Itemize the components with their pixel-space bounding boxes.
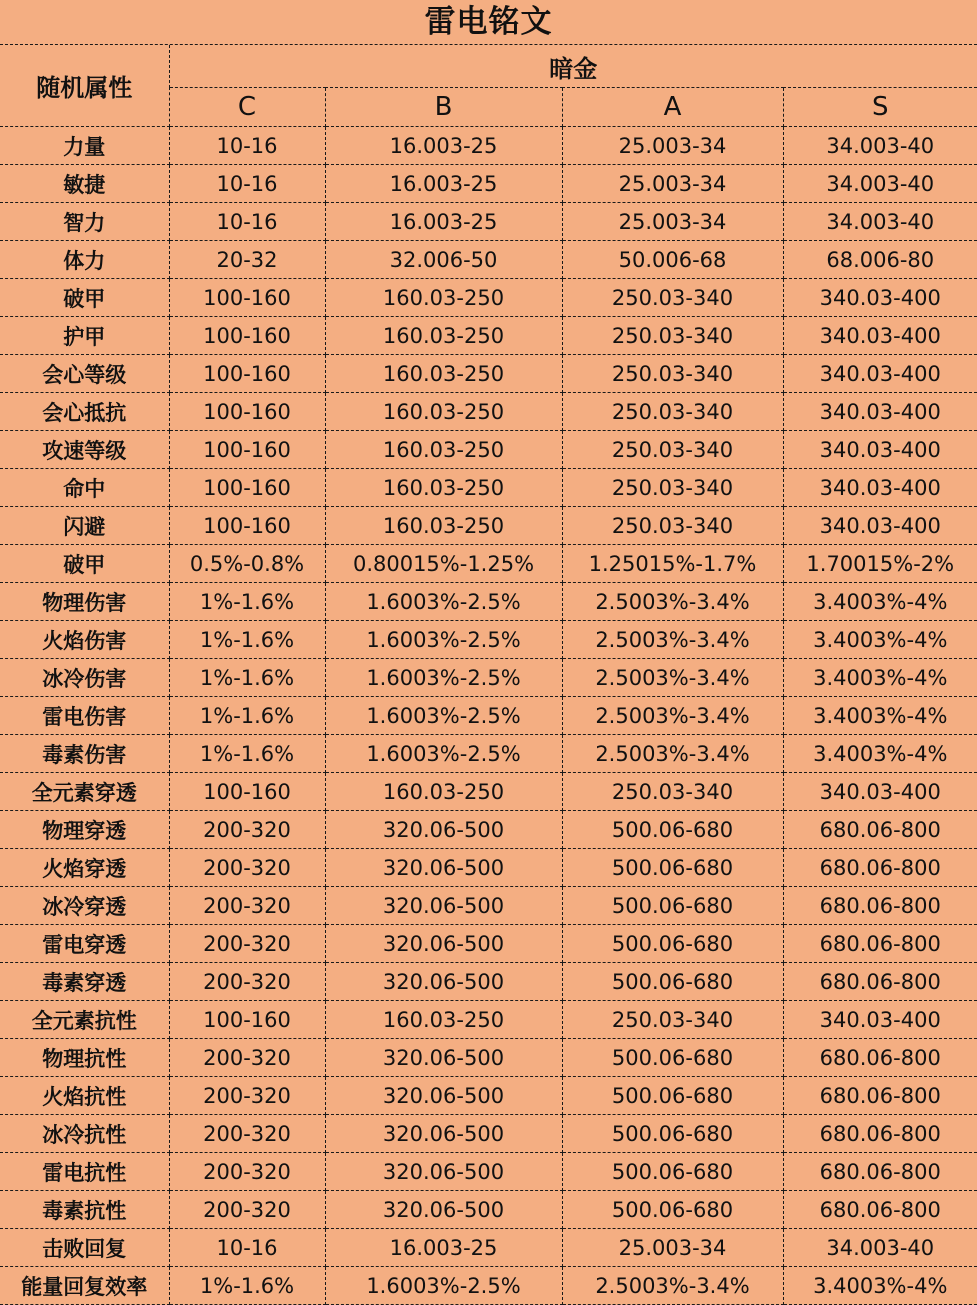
value-cell-grade-s: 680.06-800 — [783, 1039, 977, 1077]
attribute-name-cell: 能量回复效率 — [0, 1267, 169, 1305]
value-cell-grade-c: 100-160 — [169, 431, 325, 469]
attribute-name-cell: 闪避 — [0, 507, 169, 545]
table-row — [0, 165, 977, 203]
table-row — [0, 127, 977, 165]
value-cell-grade-c: 1%-1.6% — [169, 659, 325, 697]
value-cell-grade-c: 100-160 — [169, 1001, 325, 1039]
attribute-name-cell: 会心等级 — [0, 355, 169, 393]
value-cell-grade-b: 0.80015%-1.25% — [325, 545, 562, 583]
value-cell-grade-a: 250.03-340 — [562, 1001, 783, 1039]
attribute-name-cell: 毒素伤害 — [0, 735, 169, 773]
table-row — [0, 1001, 977, 1039]
value-cell-grade-c: 200-320 — [169, 1191, 325, 1229]
value-cell-grade-c: 200-320 — [169, 1115, 325, 1153]
value-cell-grade-a: 500.06-680 — [562, 963, 783, 1001]
table-row — [0, 925, 977, 963]
value-cell-grade-b: 160.03-250 — [325, 773, 562, 811]
value-cell-grade-c: 10-16 — [169, 127, 325, 165]
attribute-name-cell: 全元素穿透 — [0, 773, 169, 811]
value-cell-grade-a: 500.06-680 — [562, 849, 783, 887]
value-cell-grade-s: 680.06-800 — [783, 849, 977, 887]
value-cell-grade-a: 250.03-340 — [562, 773, 783, 811]
value-cell-grade-c: 100-160 — [169, 317, 325, 355]
value-cell-grade-a: 25.003-34 — [562, 1229, 783, 1267]
header-grade-b: B — [325, 88, 562, 127]
value-cell-grade-b: 320.06-500 — [325, 811, 562, 849]
value-cell-grade-c: 1%-1.6% — [169, 1267, 325, 1305]
value-cell-grade-s: 680.06-800 — [783, 1191, 977, 1229]
value-cell-grade-c: 200-320 — [169, 811, 325, 849]
value-cell-grade-b: 1.6003%-2.5% — [325, 1267, 562, 1305]
value-cell-grade-s: 3.4003%-4% — [783, 697, 977, 735]
value-cell-grade-a: 250.03-340 — [562, 507, 783, 545]
attribute-name-cell: 会心抵抗 — [0, 393, 169, 431]
attribute-name-cell: 全元素抗性 — [0, 1001, 169, 1039]
attribute-name-cell: 雷电抗性 — [0, 1153, 169, 1191]
attribute-name-cell: 毒素抗性 — [0, 1191, 169, 1229]
value-cell-grade-s: 34.003-40 — [783, 203, 977, 241]
value-cell-grade-a: 25.003-34 — [562, 127, 783, 165]
value-cell-grade-c: 1%-1.6% — [169, 697, 325, 735]
table-row — [0, 241, 977, 279]
value-cell-grade-a: 2.5003%-3.4% — [562, 621, 783, 659]
value-cell-grade-a: 2.5003%-3.4% — [562, 697, 783, 735]
value-cell-grade-c: 100-160 — [169, 393, 325, 431]
value-cell-grade-s: 340.03-400 — [783, 1001, 977, 1039]
table-row — [0, 849, 977, 887]
value-cell-grade-a: 1.25015%-1.7% — [562, 545, 783, 583]
value-cell-grade-a: 250.03-340 — [562, 393, 783, 431]
table-row — [0, 431, 977, 469]
value-cell-grade-c: 200-320 — [169, 963, 325, 1001]
value-cell-grade-s: 680.06-800 — [783, 887, 977, 925]
attribute-name-cell: 力量 — [0, 127, 169, 165]
attribute-name-cell: 雷电伤害 — [0, 697, 169, 735]
value-cell-grade-b: 1.6003%-2.5% — [325, 621, 562, 659]
attribute-name-cell: 敏捷 — [0, 165, 169, 203]
value-cell-grade-a: 500.06-680 — [562, 1153, 783, 1191]
value-cell-grade-s: 3.4003%-4% — [783, 1267, 977, 1305]
value-cell-grade-s: 340.03-400 — [783, 507, 977, 545]
value-cell-grade-c: 100-160 — [169, 507, 325, 545]
attribute-name-cell: 雷电穿透 — [0, 925, 169, 963]
value-cell-grade-c: 200-320 — [169, 887, 325, 925]
value-cell-grade-a: 500.06-680 — [562, 1077, 783, 1115]
table-row — [0, 393, 977, 431]
value-cell-grade-c: 1%-1.6% — [169, 735, 325, 773]
value-cell-grade-b: 16.003-25 — [325, 1229, 562, 1267]
value-cell-grade-c: 10-16 — [169, 1229, 325, 1267]
attribute-name-cell: 护甲 — [0, 317, 169, 355]
value-cell-grade-c: 100-160 — [169, 355, 325, 393]
value-cell-grade-a: 500.06-680 — [562, 887, 783, 925]
value-cell-grade-c: 10-16 — [169, 165, 325, 203]
table-row — [0, 697, 977, 735]
value-cell-grade-a: 2.5003%-3.4% — [562, 659, 783, 697]
value-cell-grade-c: 100-160 — [169, 469, 325, 507]
table-row — [0, 317, 977, 355]
value-cell-grade-s: 34.003-40 — [783, 165, 977, 203]
attribute-name-cell: 毒素穿透 — [0, 963, 169, 1001]
value-cell-grade-b: 160.03-250 — [325, 279, 562, 317]
table-body — [0, 127, 977, 1305]
value-cell-grade-s: 340.03-400 — [783, 773, 977, 811]
value-cell-grade-a: 250.03-340 — [562, 431, 783, 469]
value-cell-grade-a: 2.5003%-3.4% — [562, 1267, 783, 1305]
value-cell-grade-a: 500.06-680 — [562, 1115, 783, 1153]
table-row — [0, 1267, 977, 1305]
value-cell-grade-b: 320.06-500 — [325, 1039, 562, 1077]
value-cell-grade-s: 3.4003%-4% — [783, 735, 977, 773]
value-cell-grade-s: 340.03-400 — [783, 431, 977, 469]
attribute-name-cell: 破甲 — [0, 545, 169, 583]
value-cell-grade-s: 680.06-800 — [783, 1115, 977, 1153]
value-cell-grade-c: 200-320 — [169, 1077, 325, 1115]
value-cell-grade-s: 340.03-400 — [783, 469, 977, 507]
value-cell-grade-c: 100-160 — [169, 773, 325, 811]
value-cell-grade-b: 16.003-25 — [325, 165, 562, 203]
value-cell-grade-c: 0.5%-0.8% — [169, 545, 325, 583]
attribute-name-cell: 命中 — [0, 469, 169, 507]
value-cell-grade-c: 200-320 — [169, 1153, 325, 1191]
value-cell-grade-s: 340.03-400 — [783, 355, 977, 393]
value-cell-grade-s: 34.003-40 — [783, 127, 977, 165]
table-row — [0, 735, 977, 773]
value-cell-grade-b: 1.6003%-2.5% — [325, 583, 562, 621]
value-cell-grade-b: 1.6003%-2.5% — [325, 659, 562, 697]
value-cell-grade-b: 160.03-250 — [325, 1001, 562, 1039]
value-cell-grade-c: 1%-1.6% — [169, 621, 325, 659]
attribute-name-cell: 物理抗性 — [0, 1039, 169, 1077]
attribute-name-cell: 破甲 — [0, 279, 169, 317]
value-cell-grade-b: 16.003-25 — [325, 203, 562, 241]
value-cell-grade-s: 3.4003%-4% — [783, 659, 977, 697]
table-row — [0, 583, 977, 621]
value-cell-grade-b: 160.03-250 — [325, 317, 562, 355]
header-grade-s: S — [783, 88, 977, 127]
value-cell-grade-c: 1%-1.6% — [169, 583, 325, 621]
value-cell-grade-b: 160.03-250 — [325, 469, 562, 507]
table-row — [0, 507, 977, 545]
table-row — [0, 1115, 977, 1153]
attribute-name-cell: 冰冷抗性 — [0, 1115, 169, 1153]
table-row — [0, 1039, 977, 1077]
value-cell-grade-b: 32.006-50 — [325, 241, 562, 279]
table-row — [0, 1153, 977, 1191]
value-cell-grade-b: 160.03-250 — [325, 393, 562, 431]
value-cell-grade-a: 2.5003%-3.4% — [562, 583, 783, 621]
value-cell-grade-a: 25.003-34 — [562, 203, 783, 241]
table-row — [0, 621, 977, 659]
value-cell-grade-s: 340.03-400 — [783, 317, 977, 355]
value-cell-grade-a: 250.03-340 — [562, 317, 783, 355]
value-cell-grade-c: 20-32 — [169, 241, 325, 279]
value-cell-grade-a: 500.06-680 — [562, 811, 783, 849]
value-cell-grade-b: 1.6003%-2.5% — [325, 735, 562, 773]
attribute-name-cell: 击败回复 — [0, 1229, 169, 1267]
table-row — [0, 887, 977, 925]
table-row — [0, 279, 977, 317]
header-grade-a: A — [562, 88, 783, 127]
value-cell-grade-c: 200-320 — [169, 849, 325, 887]
value-cell-grade-b: 16.003-25 — [325, 127, 562, 165]
value-cell-grade-a: 50.006-68 — [562, 241, 783, 279]
value-cell-grade-b: 160.03-250 — [325, 431, 562, 469]
header-attribute: 随机属性 — [0, 45, 169, 127]
attribute-name-cell: 物理穿透 — [0, 811, 169, 849]
attribute-name-cell: 智力 — [0, 203, 169, 241]
value-cell-grade-a: 250.03-340 — [562, 469, 783, 507]
value-cell-grade-c: 10-16 — [169, 203, 325, 241]
value-cell-grade-a: 500.06-680 — [562, 1039, 783, 1077]
value-cell-grade-b: 320.06-500 — [325, 1115, 562, 1153]
value-cell-grade-b: 320.06-500 — [325, 849, 562, 887]
table-row — [0, 1229, 977, 1267]
value-cell-grade-a: 250.03-340 — [562, 355, 783, 393]
table-row — [0, 659, 977, 697]
value-cell-grade-a: 250.03-340 — [562, 279, 783, 317]
sheet-title: 雷电铭文 — [0, 0, 977, 45]
table-row — [0, 355, 977, 393]
value-cell-grade-a: 500.06-680 — [562, 1191, 783, 1229]
value-cell-grade-s: 340.03-400 — [783, 279, 977, 317]
header-group-dark-gold: 暗金 — [169, 45, 977, 88]
value-cell-grade-s: 340.03-400 — [783, 393, 977, 431]
attribute-name-cell: 火焰伤害 — [0, 621, 169, 659]
value-cell-grade-s: 680.06-800 — [783, 963, 977, 1001]
value-cell-grade-a: 500.06-680 — [562, 925, 783, 963]
attribute-name-cell: 火焰穿透 — [0, 849, 169, 887]
value-cell-grade-b: 320.06-500 — [325, 963, 562, 1001]
value-cell-grade-c: 200-320 — [169, 1039, 325, 1077]
table-row — [0, 1191, 977, 1229]
value-cell-grade-s: 680.06-800 — [783, 925, 977, 963]
value-cell-grade-a: 25.003-34 — [562, 165, 783, 203]
attribute-name-cell: 物理伤害 — [0, 583, 169, 621]
value-cell-grade-b: 160.03-250 — [325, 355, 562, 393]
value-cell-grade-b: 320.06-500 — [325, 887, 562, 925]
value-cell-grade-c: 100-160 — [169, 279, 325, 317]
value-cell-grade-s: 1.70015%-2% — [783, 545, 977, 583]
value-cell-grade-s: 680.06-800 — [783, 811, 977, 849]
attribute-table — [0, 45, 977, 1305]
attribute-name-cell: 攻速等级 — [0, 431, 169, 469]
table-row — [0, 545, 977, 583]
table-row — [0, 469, 977, 507]
table-row — [0, 811, 977, 849]
table-row — [0, 773, 977, 811]
value-cell-grade-a: 2.5003%-3.4% — [562, 735, 783, 773]
table-row — [0, 963, 977, 1001]
table-row — [0, 203, 977, 241]
attribute-name-cell: 冰冷伤害 — [0, 659, 169, 697]
value-cell-grade-b: 1.6003%-2.5% — [325, 697, 562, 735]
value-cell-grade-b: 320.06-500 — [325, 1077, 562, 1115]
table-row — [0, 1077, 977, 1115]
value-cell-grade-s: 3.4003%-4% — [783, 583, 977, 621]
value-cell-grade-b: 320.06-500 — [325, 1191, 562, 1229]
value-cell-grade-s: 3.4003%-4% — [783, 621, 977, 659]
value-cell-grade-b: 320.06-500 — [325, 1153, 562, 1191]
header-grade-c: C — [169, 88, 325, 127]
value-cell-grade-s: 34.003-40 — [783, 1229, 977, 1267]
value-cell-grade-b: 160.03-250 — [325, 507, 562, 545]
value-cell-grade-s: 68.006-80 — [783, 241, 977, 279]
value-cell-grade-c: 200-320 — [169, 925, 325, 963]
attribute-name-cell: 冰冷穿透 — [0, 887, 169, 925]
value-cell-grade-b: 320.06-500 — [325, 925, 562, 963]
value-cell-grade-s: 680.06-800 — [783, 1153, 977, 1191]
attribute-name-cell: 火焰抗性 — [0, 1077, 169, 1115]
value-cell-grade-s: 680.06-800 — [783, 1077, 977, 1115]
attribute-name-cell: 体力 — [0, 241, 169, 279]
